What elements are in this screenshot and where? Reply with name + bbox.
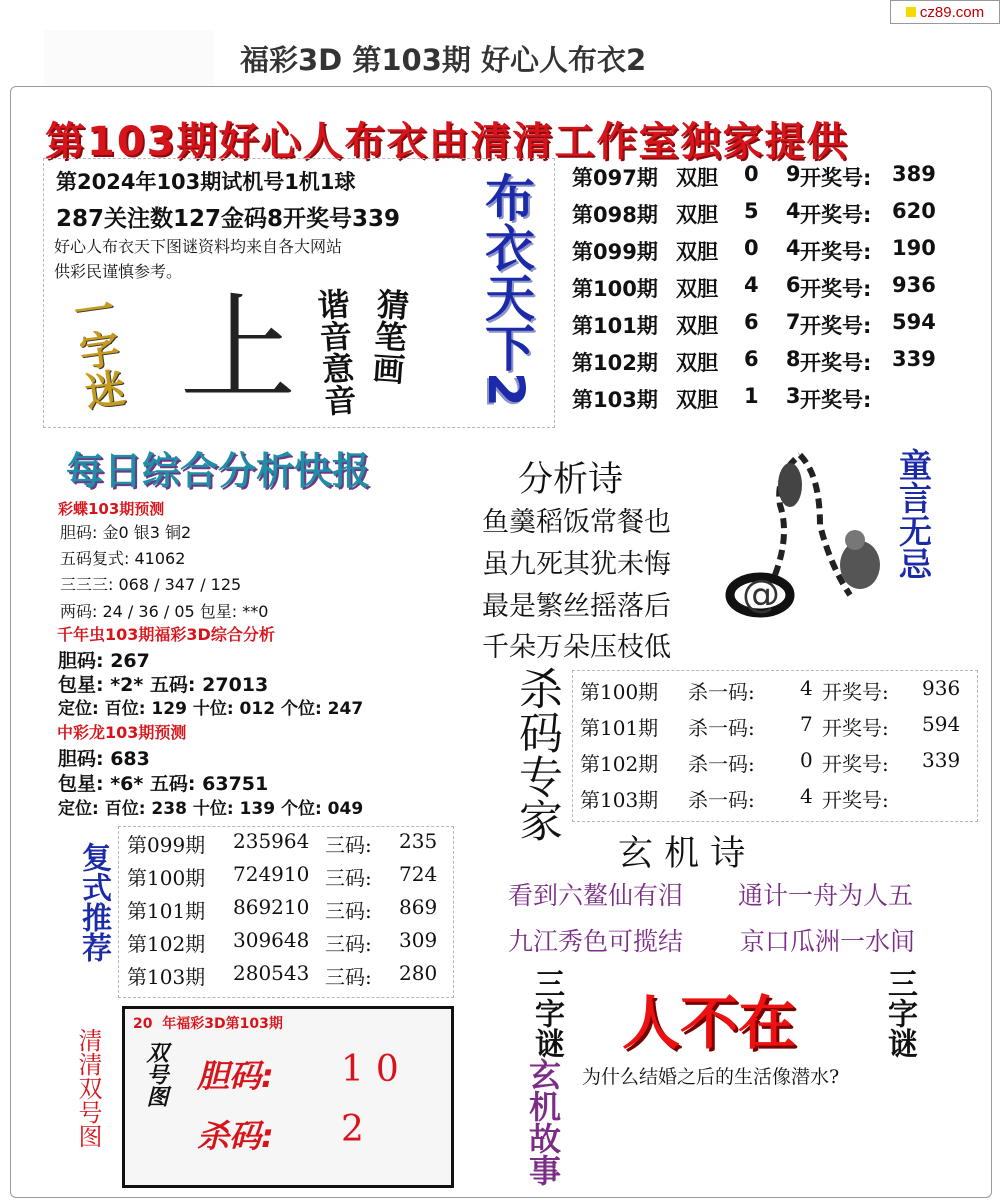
sha-value: 2 [341,1109,364,1150]
qnc-line-3: 定位: 百位: 129 十位: 012 个位: 247 [58,699,364,719]
kill-text: 杀一码: [688,680,755,704]
monkey-chain-illustration [720,445,900,625]
intro-line-4: 供彩民谨慎参考。 [54,262,183,281]
history-draw-label: 开奖号: [800,203,872,227]
fushi-three: 235 [399,829,438,853]
fushi-code: 235964 [233,829,310,853]
history-draw: 339 [892,347,936,371]
history-label: 双胆 [676,388,718,412]
kill-period: 第103期 [580,788,659,812]
poem-line-2: 虽九死其犹未悔 [482,549,671,580]
xuanji-line-1b: 通计一舟为人五 [738,881,914,910]
fushi-code: 724910 [233,862,310,886]
history-label: 双胆 [676,240,718,264]
fushi-label: 三码: [325,833,372,857]
zcl-title: 中彩龙103期预测 [57,723,187,742]
sanzi-answer: 人不在 [622,989,797,1057]
kill-num: 4 [800,676,813,700]
poem-title: 分析诗 [518,460,624,500]
qnc-title: 千年虫103期福彩3D综合分析 [57,625,275,644]
kill-period: 第100期 [580,680,659,704]
history-period: 第100期 [572,277,658,301]
history-label: 双胆 [676,203,718,227]
history-draw-label: 开奖号: [800,388,872,412]
history-draw: 389 [892,162,936,186]
fushi-period: 第103期 [127,965,206,989]
fushi-three: 869 [399,895,438,919]
qingqing-head: 20 年福彩3D第103期 [133,1016,283,1032]
history-nums: 0 4 [744,236,811,260]
fushi-three: 724 [399,862,438,886]
xuanji-line-2b: 京口瓜洲一水间 [740,927,916,956]
history-nums: 0 9 [744,162,811,186]
svg-text:@: @ [742,572,780,616]
history-period: 第103期 [572,388,658,412]
riddle-label: 一字迷 [64,287,128,413]
caidie-line-3: 三三三: 068 / 347 / 125 [60,575,242,594]
fushi-period: 第099期 [127,833,206,857]
qnc-line-1: 胆码: 267 [58,650,150,672]
kill-draw: 936 [922,676,961,700]
fushi-period: 第100期 [127,866,206,890]
fushi-code: 309648 [233,928,310,952]
history-draw: 594 [892,310,936,334]
daily-title: 每日综合分析快报 [66,449,371,493]
xuanji-line-2a: 九江秀色可揽结 [508,927,684,956]
story-label: 玄机故事 [524,1058,562,1186]
caidie-line-4: 两码: 24 / 36 / 05 包星: **0 [60,602,269,621]
caidie-title: 彩蝶103期预测 [58,500,165,518]
history-label: 双胆 [676,277,718,301]
history-period: 第102期 [572,351,658,375]
history-draw: 936 [892,273,936,297]
tongyan-label: 童言无忌 [894,448,933,580]
kill-draw: 339 [922,748,961,772]
riddle-hint-2: 谐音意音 [311,286,359,418]
history-nums: 6 8 [744,347,811,371]
xuanji-title: 玄 机 诗 [618,834,746,874]
kill-draw-label: 开奖号: [822,752,889,776]
fushi-period: 第102期 [127,932,206,956]
dan-value: 10 [341,1049,411,1090]
watermark: cz89.com [890,0,1000,24]
history-label: 双胆 [676,351,718,375]
poem-line-1: 鱼羹稻饭常餐也 [482,507,671,538]
fushi-three: 309 [399,928,438,952]
history-period: 第101期 [572,314,658,338]
qingqing-side: 双号图 [143,1041,169,1107]
history-draw-label: 开奖号: [800,240,872,264]
zcl-line-2: 包星: *6* 五码: 63751 [58,773,269,795]
fushi-code: 869210 [233,895,310,919]
riddle-hint-1: 猜笔画 [366,286,412,386]
riddle-big-char: 上 [180,282,296,417]
page-title: 福彩3D 第103期 好心人布衣2 [240,43,647,77]
intro-line-3: 好心人布衣天下图谜资料均来自各大网站 [54,237,343,256]
vertical-title: 布衣天下2 [477,172,535,407]
xuanji-line-1a: 看到六鳌仙有泪 [508,881,684,910]
history-period: 第098期 [572,203,658,227]
zcl-line-1: 胆码: 683 [58,748,150,770]
kill-period: 第101期 [580,716,659,740]
fushi-code: 280543 [233,961,310,985]
poem-line-3: 最是繁丝摇落后 [482,591,671,622]
history-label: 双胆 [676,166,718,190]
square-icon [906,7,916,17]
kill-text: 杀一码: [688,752,755,776]
qingqing-card [122,1006,454,1188]
dan-label: 胆码: [197,1057,274,1095]
history-draw: 190 [892,236,936,260]
qnc-line-2: 包星: *2* 五码: 27013 [58,674,269,696]
zcl-line-3: 定位: 百位: 238 十位: 139 个位: 049 [58,799,364,819]
fushi-label: 三码: [325,932,372,956]
kill-text: 杀一码: [688,788,755,812]
kill-draw-label: 开奖号: [822,788,889,812]
kill-draw-label: 开奖号: [822,716,889,740]
logo-placeholder [44,30,214,86]
history-nums: 1 3 [744,384,811,408]
history-label: 双胆 [676,314,718,338]
kill-num: 7 [800,712,813,736]
history-nums: 4 6 [744,273,811,297]
kill-label: 杀码专家 [511,666,562,842]
fushi-label: 三码: [325,899,372,923]
history-draw: 620 [892,199,936,223]
sanzi-label-right: 三字谜 [882,968,917,1058]
kill-text: 杀一码: [688,716,755,740]
fushi-three: 280 [399,961,438,985]
kill-num: 4 [800,784,813,808]
history-nums: 5 4 [744,199,811,223]
fushi-label: 三码: [325,866,372,890]
kill-period: 第102期 [580,752,659,776]
poem-line-4: 千朵万朵压枝低 [482,632,671,663]
history-draw-label: 开奖号: [800,314,872,338]
sanzi-question: 为什么结婚之后的生活像潜水? [582,1066,840,1088]
fushi-label: 三码: [325,965,372,989]
kill-num: 0 [800,748,813,772]
fushi-label: 复式推荐 [76,842,111,962]
intro-line-2: 287关注数127金码8开奖号339 [56,206,401,232]
history-period: 第097期 [572,166,658,190]
qingqing-label: 清清双号图 [74,1028,102,1148]
fushi-period: 第101期 [127,899,206,923]
kill-draw: 594 [922,712,961,736]
history-draw-label: 开奖号: [800,351,872,375]
history-draw-label: 开奖号: [800,277,872,301]
sanzi-label-left: 三字谜 [529,968,564,1058]
intro-line-1: 第2024年103期试机号1机1球 [56,170,356,194]
banner: 第103期好心人布衣由清清工作室独家提供 [45,119,849,165]
history-table [560,158,978,428]
sha-label: 杀码: [197,1117,274,1155]
history-period: 第099期 [572,240,658,264]
caidie-line-1: 胆码: 金0 银3 铜2 [60,523,192,542]
history-nums: 6 7 [744,310,811,334]
history-draw-label: 开奖号: [800,166,872,190]
caidie-line-2: 五码复式: 41062 [60,549,186,568]
kill-draw-label: 开奖号: [822,680,889,704]
